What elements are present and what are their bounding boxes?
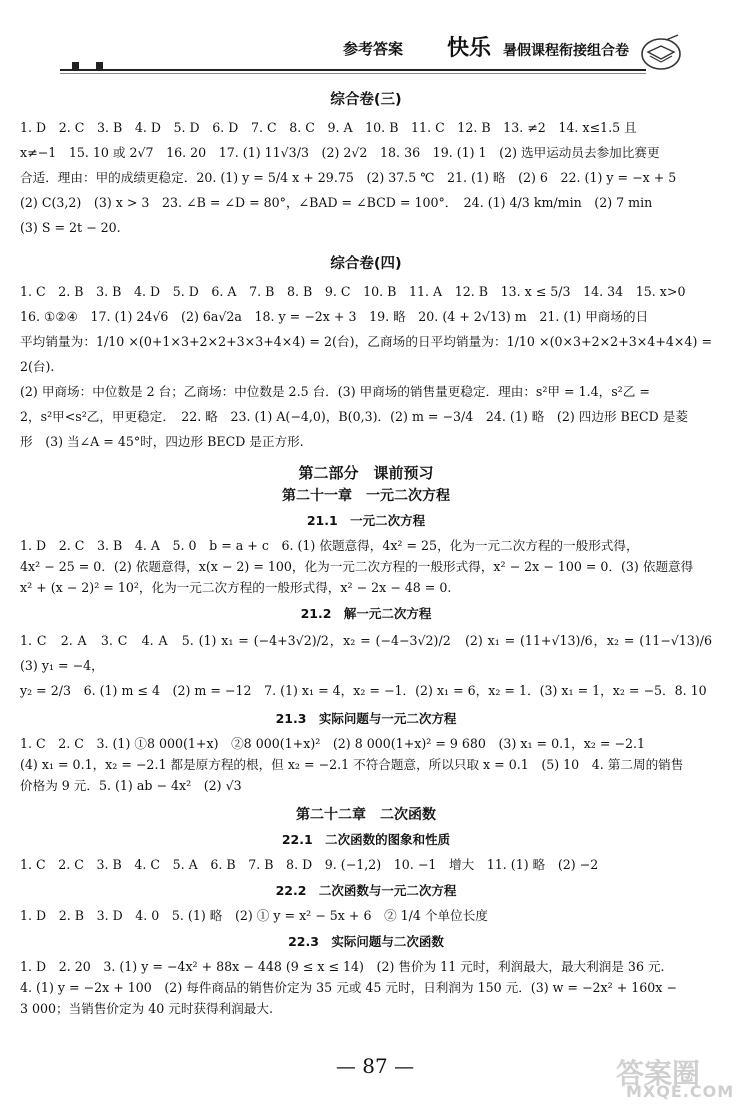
answer-line: 1. D 2. C 3. B 4. A 5. 0 b = a + c 6. (1) 依题意得，4x² = 25，化为一元二次方程的一般形式得， bbox=[20, 538, 639, 553]
header-square-mark bbox=[96, 62, 103, 69]
section-title: 综合卷(四) bbox=[330, 256, 402, 272]
subsection-title: 22.2 二次函数与一元二次方程 bbox=[275, 883, 457, 898]
answer-line: y₂ = 2/3 6. (1) m ≤ 4 (2) m = −12 7. (1) x₁ = 4，x₂ = −1．(2) x₁ = 6，x₂ = 1．(3) x₁ = 1，x₂ = −5．8. 10 bbox=[20, 683, 707, 698]
watermark bbox=[612, 1052, 740, 1102]
watermark-url: MXQE.COM bbox=[626, 1082, 735, 1101]
page-number: — 87 — bbox=[335, 1054, 415, 1078]
part-title: 第二部分 课前预习 bbox=[298, 464, 434, 482]
answer-line: 价格为 9 元．5. (1) ab − 4x² (2) √3 bbox=[20, 778, 242, 793]
header-rule-thin bbox=[60, 73, 646, 74]
answer-line: 1. D 2. B 3. D 4. 0 5. (1) 略 (2) ① y = x² − 5x + 6 ② 1/4 个单位长度 bbox=[20, 908, 488, 923]
answer-line: 4. (1) y = −2x + 100 (2) 每件商品的销售价定为 35 元或 45 元时，日利润为 150 元．(3) w = −2x² + 160x − bbox=[20, 980, 677, 995]
header-answer-label: 参考答案 bbox=[343, 40, 404, 58]
answer-line: 平均销量为：1/10 ×(0+1×3+2×2+3×3+4×4) = 2(台)，乙商场的日平均销量为：1/10 ×(0×3+2×2+3×4+4×4) = 2(台). bbox=[20, 334, 712, 374]
book-logo-icon bbox=[640, 32, 682, 72]
answer-line: (2) C(3,2) (3) x > 3 23. ∠B = ∠D = 80°，∠BAD = ∠BCD = 100°． 24. (1) 4/3 km/min (2) 7 min bbox=[20, 195, 653, 210]
answer-line: (4) x₁ = 0.1，x₂ = −2.1 都是原方程的根，但 x₂ = −2.1 不符合题意，所以只取 x = 0.1 (5) 10 4. 第二周的销售 bbox=[20, 757, 684, 772]
answer-line: 形 (3) 当∠A = 45°时，四边形 BECD 是正方形. bbox=[20, 434, 304, 449]
answer-line: 合适．理由：甲的成绩更稳定．20. (1) y = 5/4 x + 29.75 (2) 37.5 ℃ 21. (1) 略 (2) 6 22. (1) y = −x + 5 bbox=[20, 170, 677, 185]
answer-content bbox=[20, 84, 725, 1019]
watermark-text: 答案圈 bbox=[616, 1057, 701, 1090]
header-rule bbox=[60, 69, 646, 71]
answer-line: x≠−1 15. 10 或 2√7 16. 20 17. (1) 11√3/3 (2) 2√2 18. 36 19. (1) 1 (2) 选甲运动员去参加比赛更 bbox=[20, 145, 660, 160]
section-title: 综合卷(三) bbox=[330, 92, 402, 108]
answer-line: 1. D 2. 20 3. (1) y = −4x² + 88x − 448 (9 ≤ x ≤ 14) (2) 售价为 11 元时，利润最大，最大利润是 36 元. bbox=[20, 959, 665, 974]
header-brand: 快乐 bbox=[447, 36, 492, 61]
answer-line: 1. C 2. C 3. (1) ①8 000(1+x) ②8 000(1+x)² (2) 8 000(1+x)² = 9 680 (3) x₁ = 0.1，x₂ = −2.1 bbox=[20, 736, 645, 751]
subsection-title: 21.2 解一元二次方程 bbox=[300, 606, 432, 621]
answer-line: 2，s²甲<s²乙，甲更稳定． 22. 略 23. (1) A(−4,0)，B(0,3)．(2) m = −3/4 24. (1) 略 (2) 四边形 BECD 是菱 bbox=[20, 409, 688, 424]
chapter-title: 第二十二章 二次函数 bbox=[296, 807, 436, 823]
answer-line: 3 000；当销售价定为 40 元时获得利润最大. bbox=[20, 1001, 273, 1016]
subsection-title: 22.3 实际问题与二次函数 bbox=[288, 934, 444, 949]
answer-line: 1. C 2. C 3. B 4. C 5. A 6. B 7. B 8. D 9. (−1,2) 10. −1 增大 11. (1) 略 (2) −2 bbox=[20, 857, 599, 872]
chapter-title: 第二十一章 一元二次方程 bbox=[282, 488, 450, 504]
subsection-title: 21.3 实际问题与一元二次方程 bbox=[275, 711, 457, 726]
answer-line: (2) 甲商场：中位数是 2 台；乙商场：中位数是 2.5 台．(3) 甲商场的销售量更稳定．理由：s²甲 = 1.4，s²乙 = bbox=[20, 384, 650, 399]
answer-line: x² + (x − 2)² = 10²，化为一元二次方程的一般形式得，x² − 2x − 48 = 0. bbox=[20, 580, 452, 595]
answer-line: 1. D 2. C 3. B 4. D 5. D 6. D 7. C 8. C 9. A 10. B 11. C 12. B 13. ≠2 14. x≤1.5 且 bbox=[20, 120, 637, 135]
answer-line: 4x² − 25 = 0．(2) 依题意得，x(x − 2) = 100，化为一元二次方程的一般形式得，x² − 2x − 100 = 0．(3) 依题意得 bbox=[20, 559, 694, 574]
answer-line: (3) S = 2t − 20. bbox=[20, 220, 121, 235]
answer-line: 1. C 2. A 3. C 4. A 5. (1) x₁ = (−4+3√2)/2，x₂ = (−4−3√2)/2 (2) x₁ = (11+√13)/6，x₂ = (11−√13)/6 (3) y₁ = −4， bbox=[20, 633, 725, 673]
header-series-title: 暑假课程衔接组合卷 bbox=[503, 43, 629, 59]
subsection-title: 21.1 一元二次方程 bbox=[306, 513, 426, 528]
page-header bbox=[60, 28, 690, 88]
header-square-mark bbox=[72, 62, 79, 69]
subsection-title: 22.1 二次函数的图象和性质 bbox=[281, 832, 451, 847]
answer-line: 16. ①②④ 17. (1) 24√6 (2) 6a√2a 18. y = −2x + 3 19. 略 20. (4 + 2√13) m 21. (1) 甲商场的日 bbox=[20, 309, 649, 324]
answer-line: 1. C 2. B 3. B 4. D 5. D 6. A 7. B 8. B 9. C 10. B 11. A 12. B 13. x ≤ 5/3 14. 34 15. x>0 bbox=[20, 284, 686, 299]
